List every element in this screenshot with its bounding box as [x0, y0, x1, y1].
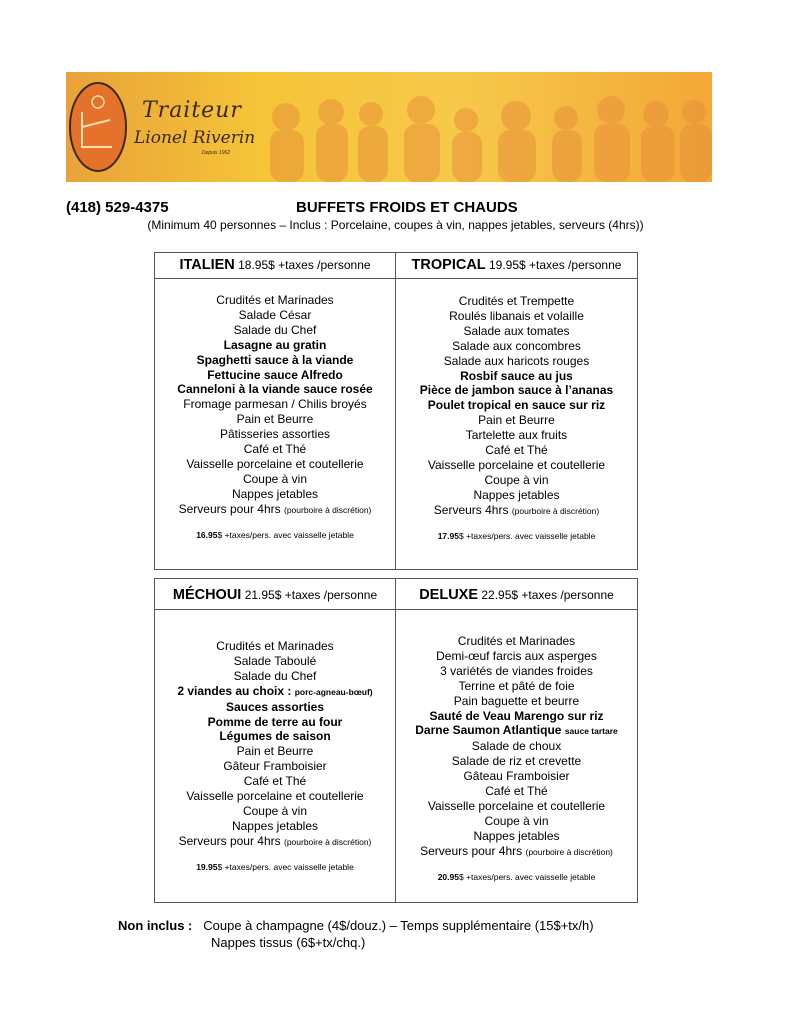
menu-price: 18.95$ +taxes /personne — [238, 258, 371, 272]
menu-item: Coupe à vin — [242, 803, 308, 818]
alt-price-text: $ +taxes/pers. avec vaisselle jetable — [458, 871, 596, 882]
menu-item: Salade aux tomates — [463, 323, 570, 338]
menu-mechoui — [155, 579, 395, 902]
page-subtitle — [0, 218, 791, 232]
subtitle-text: (Minimum 40 personnes – Inclus : Porcelaine, coupes à vin, nappes jetables, serveurs (4hrs)) — [147, 218, 644, 232]
menu-item: Vaisselle porcelaine et coutellerie — [427, 798, 606, 813]
menu-header — [396, 253, 637, 279]
menu-price: 19.95$ +taxes /personne — [489, 258, 622, 272]
menu-grid-top — [154, 252, 638, 570]
logo-name: Lionel Riverin — [134, 128, 256, 148]
alt-price-line — [396, 529, 637, 544]
banner-background-art — [66, 72, 712, 182]
alt-price-text: $ +taxes/pers. avec vaisselle jetable — [217, 529, 354, 540]
menu-items — [155, 293, 395, 543]
menu-servers — [396, 844, 637, 860]
menu-item: Canneloni à la viande sauce rosée — [177, 382, 373, 397]
menu-header — [396, 579, 637, 610]
menu-item: Crudités et Marinades — [216, 639, 334, 653]
menu-item: Nappes jetables — [473, 487, 560, 502]
menu-item: Pain baguette et beurre — [453, 693, 580, 708]
header-banner — [66, 72, 712, 182]
menu-item: Rosbif sauce au jus — [460, 368, 573, 383]
alt-price-text: $ +taxes/pers. avec vaisselle jetable — [458, 530, 596, 541]
menu-item: Vaisselle porcelaine et coutellerie — [427, 457, 606, 472]
menu-italien — [155, 253, 395, 569]
menu-item: Salade Taboulé — [233, 653, 317, 668]
menu-item: Vaisselle porcelaine et coutellerie — [186, 456, 364, 471]
servers-note: (pourboire à discrétion) — [511, 505, 600, 516]
salmon-note: sauce tartare — [564, 726, 618, 737]
servers-note: (pourboire à discrétion) — [283, 836, 372, 847]
menu-item: Gâteur Framboisier — [223, 759, 327, 774]
menu-item: Nappes jetables — [473, 828, 560, 843]
menu-item: Pain et Beurre — [478, 413, 555, 428]
menu-item: Crudités et Marinades — [216, 293, 334, 307]
menu-item: Fromage parmesan / Chilis broyés — [183, 397, 367, 412]
meat-choice-label: 2 viandes au choix : — [177, 683, 292, 698]
not-included-section — [118, 917, 594, 951]
menu-item: Sauces assorties — [225, 699, 325, 714]
menu-name: DELUXE — [419, 587, 479, 603]
menu-grid-bottom — [154, 578, 638, 903]
menu-items — [155, 639, 395, 875]
menu-item: Crudités et Trempette — [458, 294, 575, 308]
logo-since: Depuis 1962 — [202, 150, 231, 156]
menu-items — [396, 634, 637, 885]
menu-item: Pomme de terre au four — [207, 714, 343, 729]
meat-choice-note: porc-agneau-bœuf) — [294, 686, 373, 697]
menu-price: 22.95$ +taxes /personne — [481, 588, 614, 602]
menu-item-meat-choice — [155, 684, 395, 700]
menu-item: Salade César — [238, 307, 312, 322]
menu-item: Salade du Chef — [233, 668, 317, 683]
menu-item: Coupe à vin — [484, 472, 549, 487]
menu-item: Pâtisseries assorties — [219, 427, 331, 442]
menu-deluxe — [396, 579, 637, 902]
menu-items — [396, 294, 637, 544]
menu-item: Sauté de Veau Marengo sur riz — [429, 708, 604, 723]
menu-price: 21.95$ +taxes /personne — [244, 588, 378, 602]
not-included-line1: Coupe à champagne (4$/douz.) – Temps supplémentaire (15$+tx/h) — [203, 918, 594, 933]
menu-item: Coupe à vin — [242, 471, 308, 486]
servers-note: (pourboire à discrétion) — [283, 504, 372, 515]
menu-item: Spaghetti sauce à la viande — [196, 352, 354, 367]
menu-item: Vaisselle porcelaine et coutellerie — [186, 789, 364, 804]
menu-item: Café et Thé — [243, 774, 307, 789]
servers-label: Serveurs pour 4hrs — [178, 501, 281, 516]
menu-item: Salade de riz et crevette — [451, 754, 582, 769]
menu-item: Fettucine sauce Alfredo — [207, 367, 343, 382]
menu-name: MÉCHOUI — [172, 587, 242, 603]
menu-name: ITALIEN — [179, 257, 235, 273]
menu-item: Coupe à vin — [484, 813, 549, 828]
menu-item: Demi-œuf farcis aux asperges — [436, 648, 597, 663]
menu-servers — [155, 834, 395, 850]
alt-price: 17.95 — [437, 530, 459, 541]
menu-item: Café et Thé — [485, 784, 548, 799]
menu-item: Lasagne au gratin — [223, 337, 327, 352]
menu-item-salmon — [396, 723, 637, 739]
menu-item: Salade du Chef — [233, 322, 317, 337]
menu-item: Pain et Beurre — [236, 744, 314, 759]
alt-price: 19.95 — [196, 861, 218, 872]
alt-price-text: $ +taxes/pers. avec vaisselle jetable — [217, 861, 354, 872]
menu-item: Pain et Beurre — [236, 412, 314, 427]
menu-item: Poulet tropical en sauce sur riz — [427, 398, 606, 413]
alt-price: 16.95 — [196, 529, 218, 540]
alt-price-line — [396, 870, 637, 885]
menu-name: TROPICAL — [411, 257, 486, 273]
logo-title: Traiteur — [142, 98, 242, 123]
menu-item: Café et Thé — [485, 443, 548, 458]
alt-price-line — [155, 860, 395, 875]
menu-item: Nappes jetables — [231, 486, 319, 501]
servers-note: (pourboire à discrétion) — [525, 846, 613, 857]
not-included-line2: Nappes tissus (6$+tx/chq.) — [211, 935, 366, 950]
menu-item: Nappes jetables — [231, 818, 319, 833]
menu-item: Tartelette aux fruits — [465, 428, 568, 443]
menu-tropical — [396, 253, 637, 569]
menu-item: 3 variétés de viandes froides — [440, 663, 593, 678]
not-included-label: Non inclus : — [118, 918, 193, 933]
menu-header — [155, 253, 395, 279]
menu-item: Gâteau Framboisier — [463, 769, 570, 784]
salmon-label: Darne Saumon Atlantique — [415, 723, 562, 738]
phone-number: (418) 529-4375 — [66, 199, 169, 216]
menu-item: Légumes de saison — [219, 729, 331, 744]
menu-item: Terrine et pâté de foie — [458, 678, 575, 693]
menu-item: Roulés libanais et volaille — [449, 308, 584, 323]
menu-item: Crudités et Marinades — [457, 634, 576, 648]
menu-item: Salade aux haricots rouges — [443, 353, 590, 368]
page-title: BUFFETS FROIDS ET CHAUDS — [296, 199, 518, 216]
menu-item: Café et Thé — [243, 442, 307, 457]
servers-label: Serveurs 4hrs — [433, 502, 509, 517]
alt-price-line — [155, 528, 395, 543]
menu-servers — [155, 502, 395, 518]
menu-item: Salade aux concombres — [452, 338, 581, 353]
menu-servers — [396, 503, 637, 519]
alt-price: 20.95 — [437, 871, 459, 882]
menu-item: Pièce de jambon sauce à l’ananas — [419, 383, 614, 398]
menu-header — [155, 579, 395, 610]
menu-item: Salade de choux — [471, 739, 562, 754]
servers-label: Serveurs pour 4hrs — [420, 843, 523, 858]
servers-label: Serveurs pour 4hrs — [178, 833, 281, 848]
